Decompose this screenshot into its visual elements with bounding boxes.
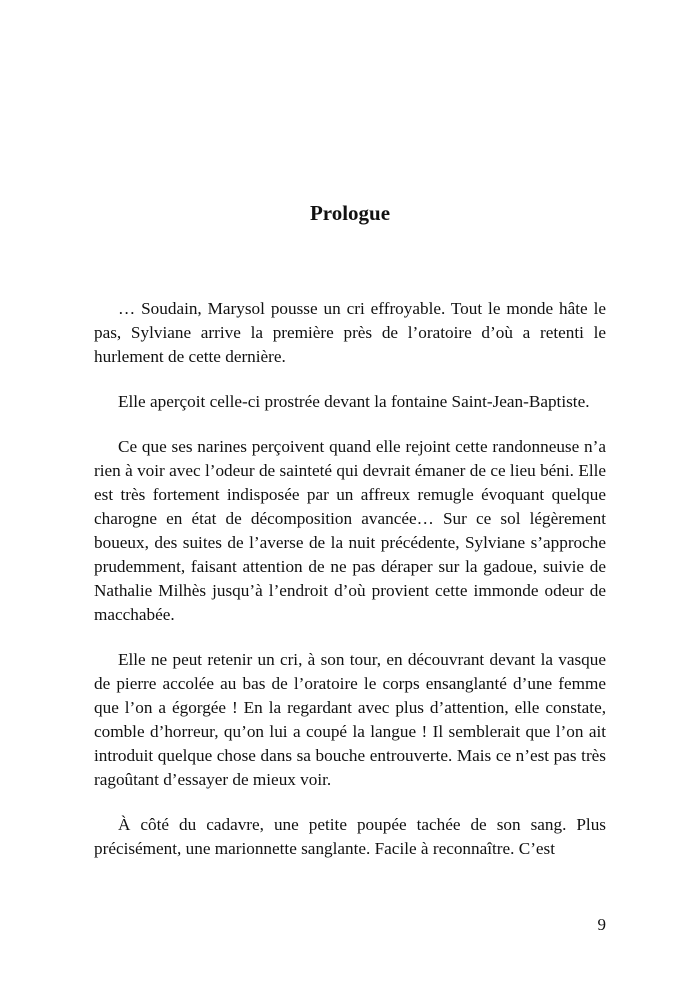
page-number: 9 <box>597 915 606 934</box>
paragraph-3: Ce que ses narines perçoivent quand elle rejoint cette randonneuse n’a rien à voir avec l’odeur de sainteté qui devrait émaner de ce lieu béni. Elle est très fortement indisposée par un affreux remugle évoquant quelque charogne en état de décomposition avancée… Sur ce sol légèrement boueux, des suites de l’averse de la nuit précédente, Sylviane s’approche prudemment, faisant attention de ne pas déraper sur la gadoue, suivie de Nathalie Milhès jusqu’à l’endroit d’où provient cette immonde odeur de macchabée. <box>94 437 606 624</box>
page-title: Prologue <box>309 201 391 225</box>
body-text <box>94 297 606 882</box>
paragraph-4: Elle ne peut retenir un cri, à son tour, en découvrant devant la vasque de pierre accolée au bas de l’oratoire le corps ensanglanté d’une femme que l’on a égorgée ! En la regardant avec plus d’attention, elle constate, comble d’horreur, qu’on lui a coupé la langue ! Il semblerait que l’on ait introduit quelque chose dans sa bouche entrouverte. Mais ce n’est pas très ragoûtant d’essayer de mieux voir. <box>94 650 606 789</box>
paragraph-1: … Soudain, Marysol pousse un cri effroyable. Tout le monde hâte le pas, Sylviane arrive la première près de l’oratoire d’où a retenti le hurlement de cette dernière. <box>94 299 606 366</box>
paragraph-5: À côté du cadavre, une petite poupée tachée de son sang. Plus précisément, une marionnette sanglante. Facile à reconnaître. C’est <box>94 815 606 858</box>
paragraph-2: Elle aperçoit celle-ci prostrée devant la fontaine Saint-Jean-Baptiste. <box>118 392 590 411</box>
